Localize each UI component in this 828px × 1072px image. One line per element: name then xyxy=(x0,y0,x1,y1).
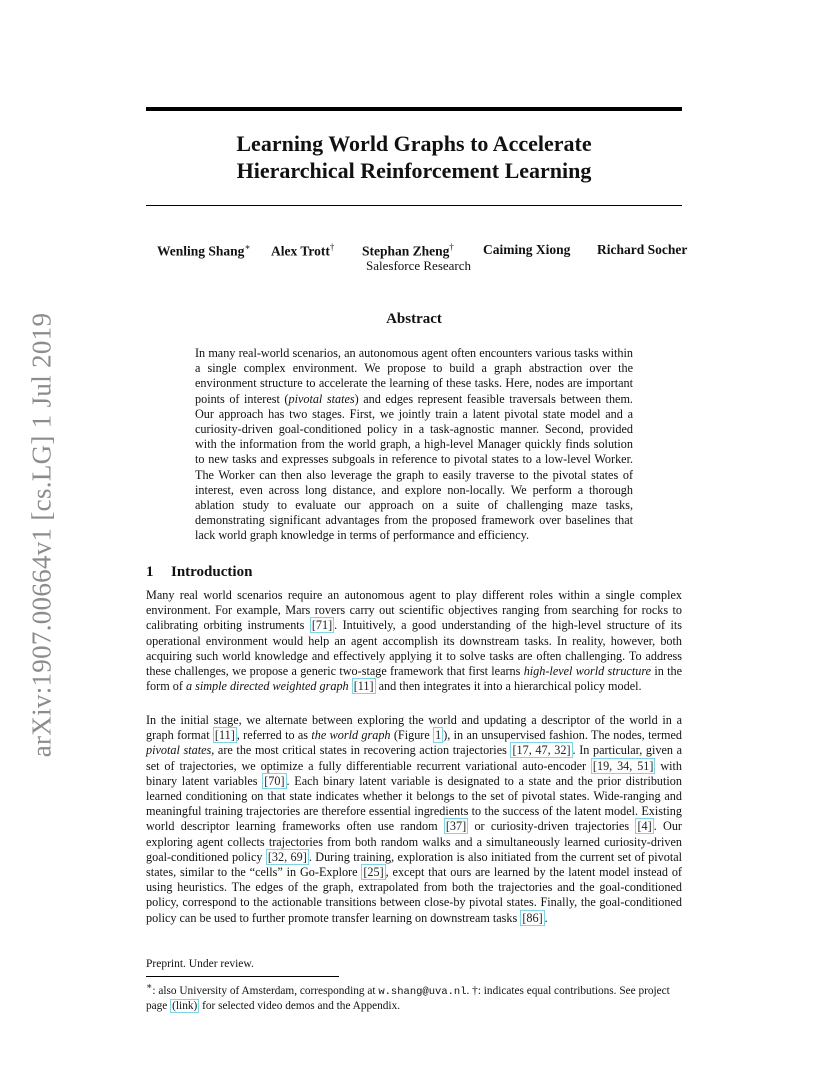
body-text: In the initial stage, we alternate between exploring the world and updating a descriptor of the world in a graph format xyxy=(146,713,682,743)
body-text: . Our exploring agent collects trajectories from both random walks and a simultaneously learned curiosity-driven goal-conditioned policy xyxy=(146,819,682,864)
footnote-rule xyxy=(146,976,339,977)
author-5 xyxy=(597,242,687,258)
citation-link[interactable]: [17, 47, 32] xyxy=(512,743,571,758)
citation-link[interactable]: [37] xyxy=(445,819,467,834)
footnote-text: . †: indicates equal contributions. See project page xyxy=(146,984,670,1012)
author-name: Alex Trott xyxy=(271,243,330,259)
footnote-text: for selected video demos and the Appendix. xyxy=(199,999,401,1012)
intro-paragraph-2 xyxy=(146,713,682,926)
author-3 xyxy=(362,242,454,260)
abstract-body xyxy=(195,346,633,544)
abstract-text: In many real-world scenarios, an autonomous agent often encounters various tasks within a single complex environment. We propose to build a graph abstraction over the environment structure to accelerate the learning of these tasks. Here, nodes are important points of interest ( xyxy=(195,346,633,406)
body-text: or curiosity-driven trajectories xyxy=(468,819,636,834)
footnote-mark: ∗ xyxy=(146,982,153,992)
body-text: (Figure xyxy=(390,728,434,743)
figure-link[interactable]: 1 xyxy=(435,728,442,743)
body-text: in the form of xyxy=(146,664,682,694)
section-heading xyxy=(146,564,252,581)
preprint-note: Preprint. Under review. xyxy=(146,958,254,970)
citation-link[interactable]: [4] xyxy=(637,819,652,834)
citation-link[interactable]: [19, 34, 51] xyxy=(592,758,654,773)
body-text: . Intuitively, a good understanding of the high-level structure of its operational environment would help an agent accomplish its downstream tasks. In reality, however, both acquiring such world knowledge and effectively applying it to solve tasks are often challenging. To address these challenges, we propose a generic two-stage framework that first learns xyxy=(146,618,683,679)
citation-link[interactable]: [70] xyxy=(264,773,285,788)
body-text: , are the most critical states in recovering action trajectories xyxy=(211,743,511,758)
title-rule-top xyxy=(146,107,682,111)
author-name: Wenling Shang xyxy=(157,243,245,259)
citation-link[interactable]: [25] xyxy=(363,865,384,880)
body-text: , except that ours are learned by the latent model instead of using heuristics. The edges of the graph, extrapolated from both the trajectories and the goal-conditioned policy, correspond to the actionable transitions between close-by pivotal states. Finally, the goal-conditioned policy can be used to further promote transfer learning on downstream tasks xyxy=(146,865,682,925)
author-name: Caiming Xiong xyxy=(483,242,571,257)
abstract-text: ) and edges represent feasible traversals between them. Our approach has two stages. First, we jointly train a latent pivotal state model and a curiosity-driven goal-conditioned policy in a task-agnostic manner. Second, provided with the information from the world graph, a high-level Manager quickly finds solution to new tasks and expresses subgoals in reference to pivotal states to a low-level Worker. The Worker can then also leverage the graph to easily traverse to the pivotal states of interest, even across long distance, and explore non-locally. We perform a thorough ablation study to evaluate our approach on a suite of challenging maze tasks, demonstrating significant advantages from the proposed framework over baselines that lack world graph knowledge in terms of performance and efficiency. xyxy=(195,391,633,543)
footnote-email: w.shang@uva.nl xyxy=(378,985,467,998)
body-text: and then integrates it into a hierarchical policy model. xyxy=(375,679,642,694)
citation-link[interactable]: [86] xyxy=(522,910,543,925)
title-rule-bottom xyxy=(146,205,682,206)
author-mark: † xyxy=(329,242,335,252)
body-text: Many real world scenarios require an autonomous agent to play different roles within a single complex environment. For example, Mars rovers carry out scientific objectives ranging from searching for rocks to calibrating orbiting instruments xyxy=(146,588,682,633)
intro-paragraph-1 xyxy=(146,588,682,694)
body-text: . During training, exploration is also initiated from the current set of pivotal states, similar to the “cells” in Go-Explore xyxy=(146,849,683,880)
affiliation: Salesforce Research xyxy=(366,258,472,273)
footnote xyxy=(146,980,686,1013)
author-2 xyxy=(271,242,334,260)
citation-link[interactable]: [71] xyxy=(311,618,333,633)
project-page-link[interactable]: (link) xyxy=(172,999,198,1012)
title-line-1: Learning World Graphs to Accelerate xyxy=(236,131,592,156)
citation-link[interactable]: [32, 69] xyxy=(267,849,307,864)
footnote-text: : also University of Amsterdam, corresponding at xyxy=(152,984,379,997)
author-name: Stephan Zheng xyxy=(362,243,450,259)
body-text: . xyxy=(544,910,548,925)
author-1 xyxy=(157,242,251,260)
abstract-emphasis: pivotal states xyxy=(288,391,355,406)
body-emphasis: a simple directed weighted graph xyxy=(185,679,349,694)
author-name: Richard Socher xyxy=(597,242,688,257)
paper-title xyxy=(146,130,682,184)
body-emphasis: pivotal states xyxy=(146,743,212,758)
section-title: Introduction xyxy=(171,564,253,580)
title-line-2: Hierarchical Reinforcement Learning xyxy=(236,158,592,183)
section-number: 1 xyxy=(146,564,154,580)
body-text: , referred to as xyxy=(236,728,312,743)
body-text: ), in an unsupervised fashion. The nodes, termed xyxy=(443,728,682,743)
author-mark: ∗ xyxy=(244,242,251,252)
author-4 xyxy=(483,242,570,258)
body-text: . Each binary latent variable is designated to a state and the prior distribution learned conditioning on that state indicates whether it belongs to the set of pivotal states. Wide-ranging and meaningful training trajectories are therefore essential ingredients to the success of the latent model. Existing world descriptor learning frameworks often use random xyxy=(146,773,682,834)
citation-link[interactable]: [11] xyxy=(353,679,374,694)
author-mark: † xyxy=(449,242,454,252)
citation-link[interactable]: [11] xyxy=(214,728,235,743)
body-emphasis: the world graph xyxy=(311,728,391,743)
abstract-heading: Abstract xyxy=(386,311,442,327)
body-text: with binary latent variables xyxy=(146,758,682,788)
body-emphasis: high-level world structure xyxy=(523,664,652,679)
body-text: . In particular, given a set of trajectories, we optimize a fully differentiable recurrent variational auto-encoder xyxy=(146,743,682,773)
arxiv-stamp-text: arXiv:1907.00664v1 [cs.LG] 1 Jul 2019 xyxy=(26,312,57,758)
